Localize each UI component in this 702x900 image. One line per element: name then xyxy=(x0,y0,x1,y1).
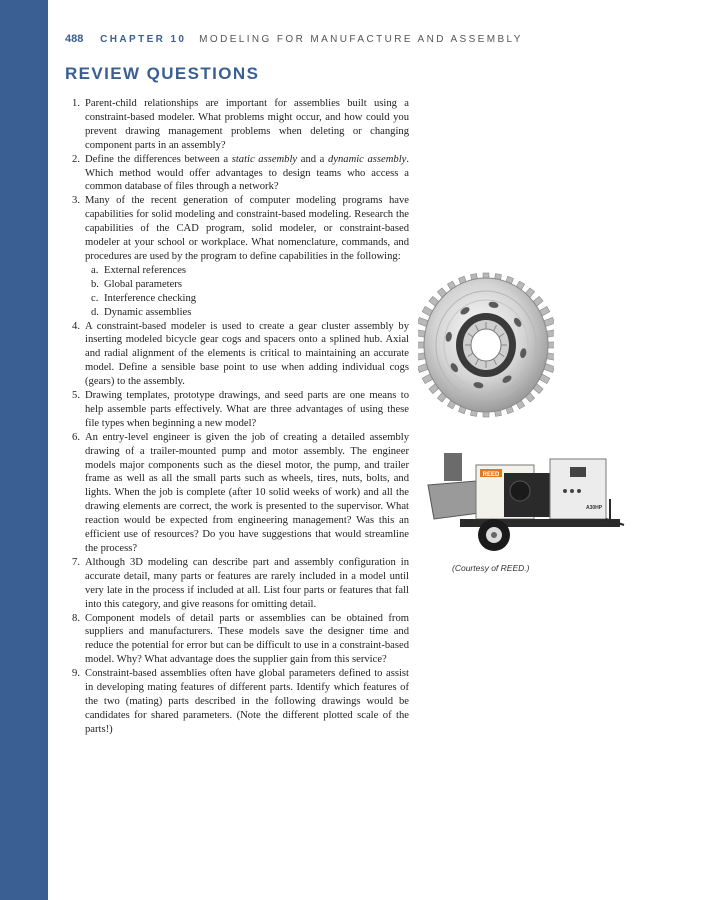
sub-item-text: Interference checking xyxy=(104,292,197,304)
question-3 xyxy=(65,194,409,319)
sub-item xyxy=(91,278,409,292)
sub-item-text: Global parameters xyxy=(104,278,182,290)
question-9 xyxy=(65,667,409,737)
question-text xyxy=(85,154,409,193)
brand-label: REED xyxy=(482,472,500,478)
question-number: 8. xyxy=(72,612,80,624)
model-label: A30HP xyxy=(586,505,603,511)
text-run: . Which method would offer advantages to design teams who access a common database of files through a network? xyxy=(85,153,410,193)
question-text: Many of the recent generation of computer modeling programs have capabilities for solid modeling and constraint-based modeling. Research the capabilities of the CAD program, solid modeler, or constraint-based modeler at your school or workplace. What nomenclature, commands, and procedures are used by the program to define capabilities in the following: xyxy=(85,195,409,262)
question-number: 1. xyxy=(72,98,80,109)
question-number: 5. xyxy=(72,390,80,402)
question-text: Parent-child relationships are important for assemblies built using a constraint-based modeler. What problems might occur, and how could you prevent drawing management problems when deleting or changing component parts in an assembly? xyxy=(85,98,409,151)
sub-item-text: Dynamic assemblies xyxy=(104,306,192,318)
sub-item-letter: d. xyxy=(91,306,99,318)
question-number: 7. xyxy=(72,556,80,568)
sub-item-list xyxy=(85,264,409,320)
sub-item-letter: b. xyxy=(91,278,99,290)
sub-item-letter: a. xyxy=(91,264,99,276)
term-dynamic-assembly: dynamic assembly xyxy=(328,153,407,165)
sub-item xyxy=(91,306,409,320)
question-text: Drawing templates, prototype drawings, and seed parts are one means to help assemble parts effectively. What are three advantages of using these file types when beginning a new model? xyxy=(85,390,409,429)
question-number: 9. xyxy=(72,668,80,680)
trailer-pump-image xyxy=(420,447,626,559)
question-number: 3. xyxy=(72,195,80,207)
text-run: Define the differences between a xyxy=(85,153,232,165)
question-text: An entry-level engineer is given the job of creating a detailed assembly drawing of a trailer-mounted pump and motor assembly. The engineer models major components such as the diesel motor, the pump, and trailer frame as well as all the small parts such as wheels, tires, nuts, bolts, and lights. When the job is complete (after 10 solid weeks of work) and all the drawing elements are correct, the work is presented to the supervisor. What reaction would be expected from engineering management? Was this an efficient use of resources? Do you have suggestions that would streamline the process? xyxy=(85,431,409,554)
page-number: 488 xyxy=(65,33,84,45)
sub-item-letter: c. xyxy=(91,292,99,304)
question-number: 4. xyxy=(72,320,80,332)
term-static-assembly: static assembly xyxy=(231,153,298,165)
question-text: Although 3D modeling can describe part and assembly configuration in accurate detail, many parts or features are rarely included in a model until very late in the process if included at all. List four parts or features that fall into this category, and give reasons for omitting detail. xyxy=(85,556,409,610)
text-run: and a xyxy=(297,153,328,165)
sub-item xyxy=(91,264,409,278)
review-questions-list xyxy=(65,97,409,737)
sub-item xyxy=(91,292,409,306)
gear-cluster-image xyxy=(418,270,554,420)
question-1 xyxy=(65,97,409,153)
question-text: A constraint-based modeler is used to create a gear cluster assembly by inserting modeled bicycle gear cogs and spacers onto a splined hub. Axial and radial alignment of the elements is critical to maintaining an accurate model. Define a sensible base point to use when adding individual cogs (gears) to the assembly. xyxy=(85,320,409,388)
running-head xyxy=(65,33,523,45)
chapter-title: MODELING FOR MANUFACTURE AND ASSEMBLY xyxy=(199,34,523,45)
question-8 xyxy=(65,612,409,668)
question-text: Constraint-based assemblies often have global parameters defined to assist in developing mating features of different parts. Identify which features of the two (mating) parts described in the following drawings would be candidates for shared parameters. (Note the different plotted scale of the parts!) xyxy=(85,668,409,735)
figure-caption: (Courtesy of REED.) xyxy=(452,563,530,573)
gear-tooth xyxy=(548,342,554,348)
gear-tooth xyxy=(418,342,424,348)
question-number: 2. xyxy=(72,153,80,165)
question-6 xyxy=(65,431,409,556)
page-side-bar xyxy=(0,0,48,900)
question-5 xyxy=(65,389,409,431)
sub-item-text: External references xyxy=(104,264,187,276)
question-7 xyxy=(65,556,409,612)
section-heading: REVIEW QUESTIONS xyxy=(65,64,260,83)
question-4 xyxy=(65,320,409,390)
chapter-label: CHAPTER 10 xyxy=(100,34,187,45)
question-text: Component models of detail parts or assemblies can be obtained from suppliers and manufacturers. These models save the designer time and reduce the potential for error but can be difficult to use in a constraint-based model. Why? What advantage does the supplier gain from this service? xyxy=(85,612,409,666)
question-number: 6. xyxy=(72,431,80,443)
question-2 xyxy=(65,153,409,195)
